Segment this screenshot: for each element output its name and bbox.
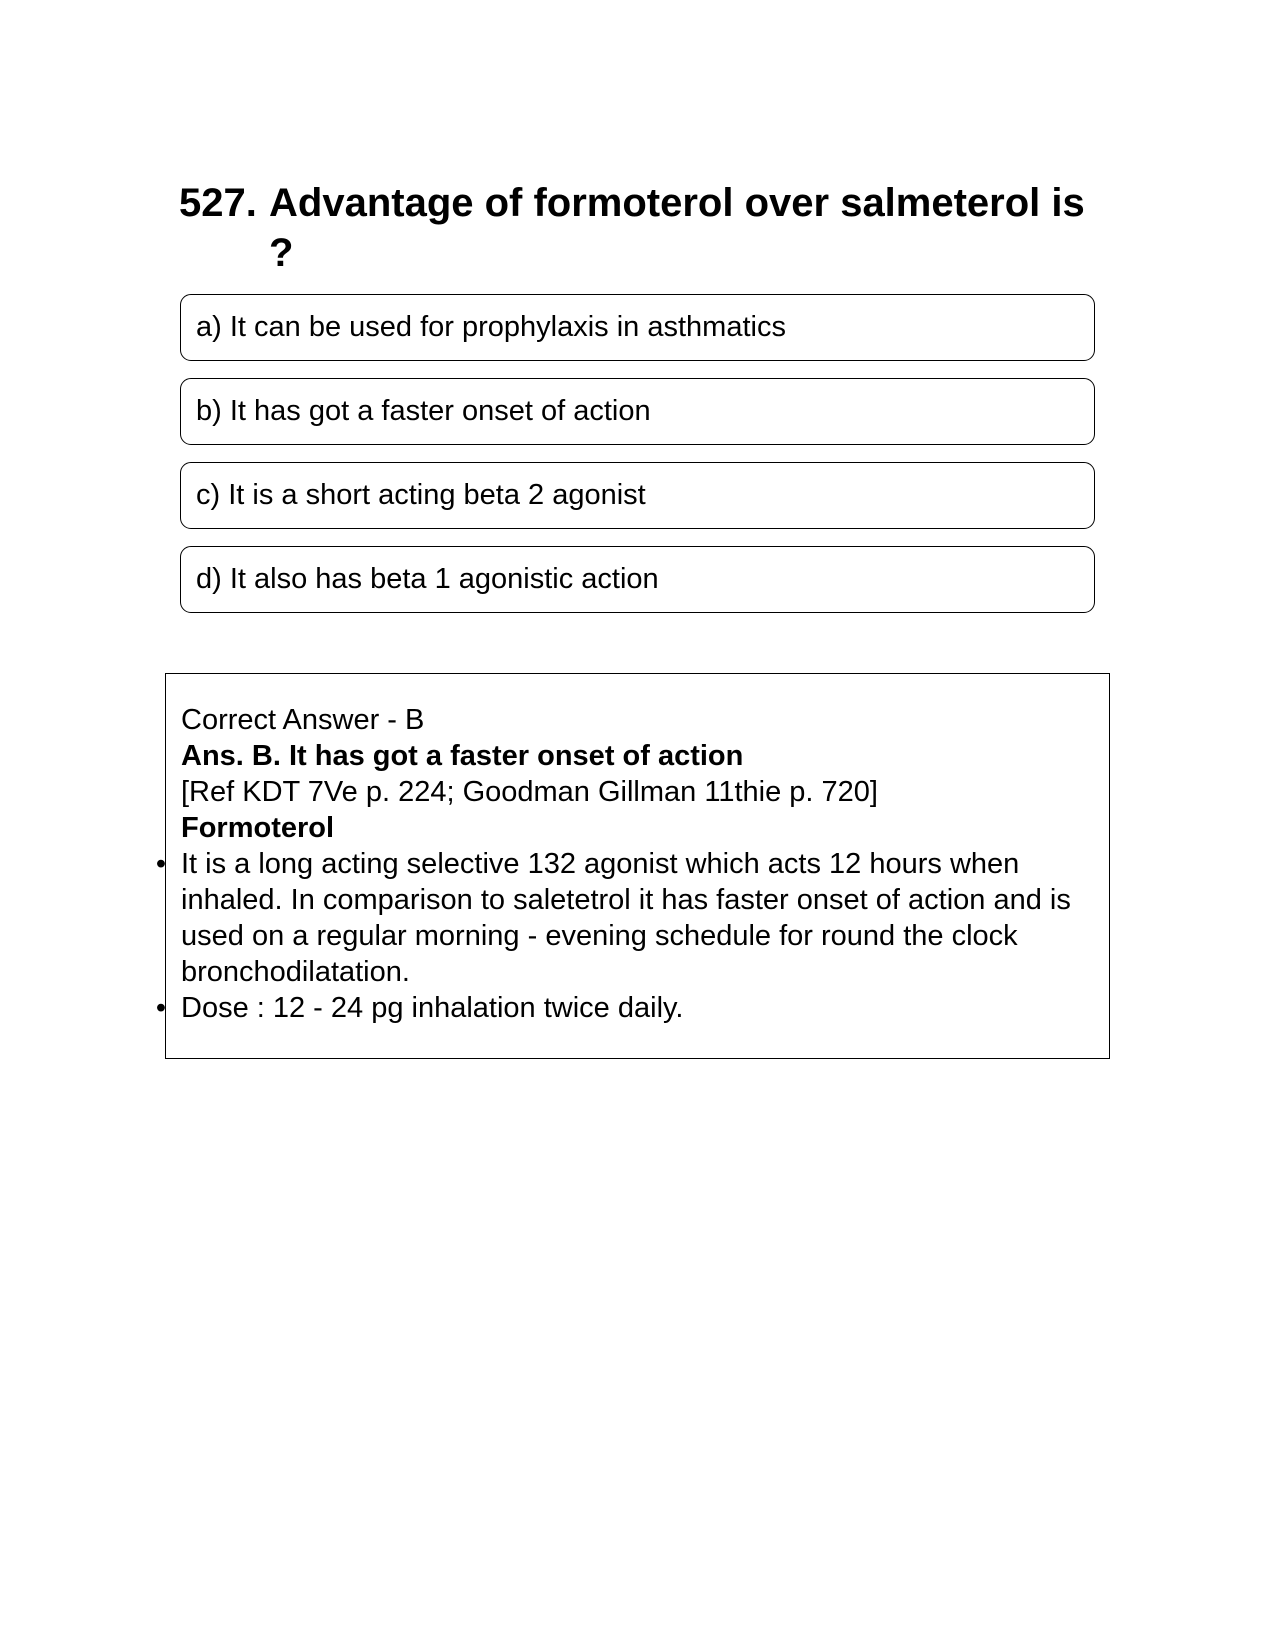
bullet-item — [155, 846, 1101, 990]
question-number: 527. — [179, 181, 257, 225]
question-heading — [179, 178, 1089, 278]
answer-explanation — [155, 702, 1101, 1026]
option-d[interactable]: d) It also has beta 1 agonistic action — [180, 546, 1095, 613]
question-text: Advantage of formoterol over salmeterol is ? — [269, 181, 1085, 275]
option-c[interactable]: c) It is a short acting beta 2 agonist — [180, 462, 1095, 529]
answer-heading: Ans. B. It has got a faster onset of action — [181, 740, 744, 772]
correct-answer-line: Correct Answer - B — [181, 704, 425, 736]
option-b[interactable]: b) It has got a faster onset of action — [180, 378, 1095, 445]
bullet-item — [155, 990, 1101, 1026]
reference-line: [Ref KDT 7Ve p. 224; Goodman Gillman 11thie p. 720] — [181, 776, 878, 808]
bullet-text: Dose : 12 - 24 pg inhalation twice daily. — [181, 992, 684, 1024]
bullet-text: It is a long acting selective 132 agonist which acts 12 hours when inhaled. In comparison to saletetrol it has faster onset of action and is used on a regular morning - evening schedule for round the clock bronchodilatation. — [181, 848, 1071, 988]
bullet-dot-icon: • — [155, 992, 167, 1024]
bullet-dot-icon: • — [155, 848, 167, 880]
option-a[interactable]: a) It can be used for prophylaxis in asthmatics — [180, 294, 1095, 361]
topic-heading: Formoterol — [181, 812, 335, 844]
explanation-bullet-list — [155, 846, 1101, 1026]
